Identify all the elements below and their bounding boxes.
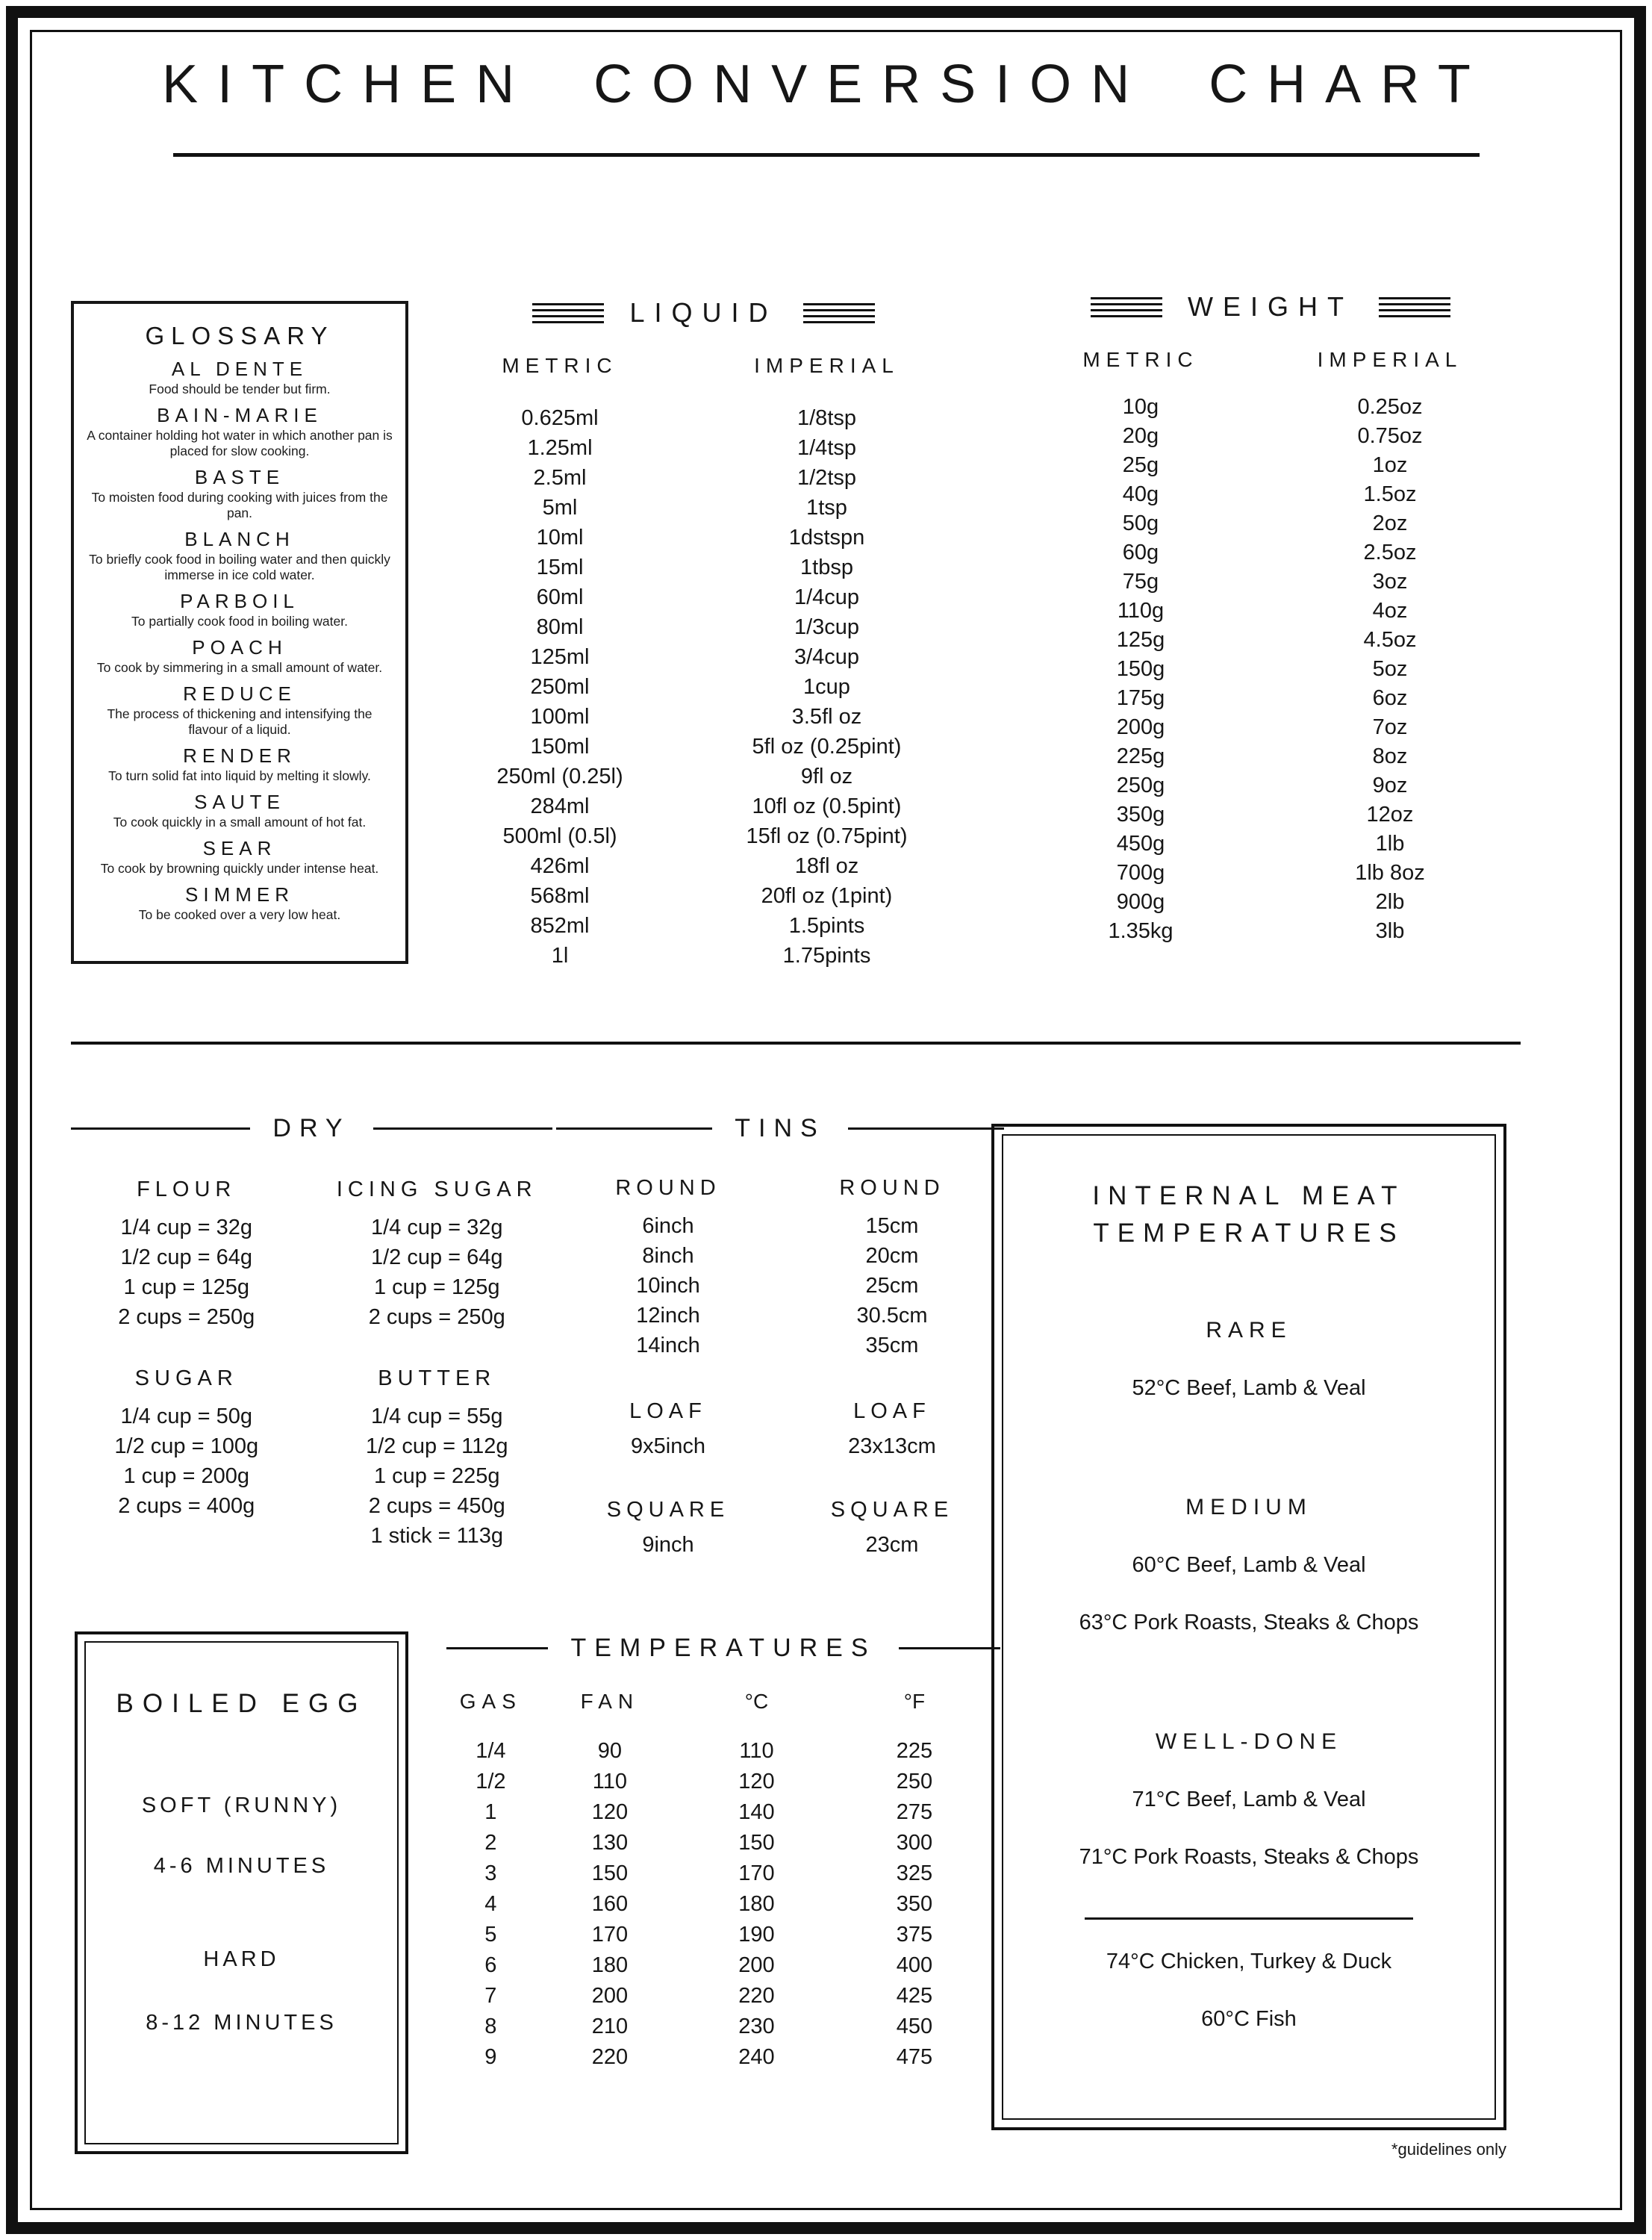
glossary-term: POACH bbox=[192, 636, 287, 659]
glossary-term: SAUTE bbox=[194, 791, 285, 813]
weight-imperial-cell: 1oz bbox=[1372, 453, 1408, 477]
celsius-cell: 170 bbox=[738, 1861, 775, 1885]
weight-imperial-cell: 1lb 8oz bbox=[1355, 861, 1425, 885]
weight-imperial-cell: 1.5oz bbox=[1363, 482, 1417, 506]
fan-cell: 210 bbox=[591, 2015, 629, 2038]
boiled-egg-box bbox=[75, 1631, 408, 2154]
liquid-metric-cell: 15ml bbox=[536, 556, 584, 579]
glossary-definition: Food should be tender but firm. bbox=[149, 382, 331, 396]
liquid-table bbox=[437, 403, 970, 971]
glossary-entry bbox=[86, 528, 393, 583]
weight-metric-cell: 20g bbox=[1122, 424, 1159, 448]
guidelines-note: *guidelines only bbox=[1391, 2140, 1506, 2159]
celsius-cell: 120 bbox=[738, 1770, 775, 1793]
weight-metric-cell: 200g bbox=[1116, 715, 1165, 739]
glossary-definition: To turn solid fat into liquid by melting it slowly. bbox=[108, 768, 371, 783]
fahrenheit-cell: 425 bbox=[896, 1984, 933, 2008]
weight-imperial-cell: 5oz bbox=[1372, 657, 1408, 681]
round-inch-column bbox=[556, 1176, 780, 1360]
liquid-imperial-cell: 18fl oz bbox=[794, 854, 859, 878]
liquid-imperial-cell: 15fl oz (0.75pint) bbox=[746, 824, 908, 848]
fan-cell: 120 bbox=[591, 1800, 629, 1824]
celsius-cell: 230 bbox=[738, 2015, 775, 2038]
square-cm-column bbox=[780, 1498, 1004, 1558]
tin-size: 20cm bbox=[865, 1244, 919, 1268]
temperatures-column-headers bbox=[446, 1690, 1000, 1714]
gas-cell: 6 bbox=[484, 1953, 497, 1977]
celsius-header: °C bbox=[744, 1690, 769, 1713]
conversion-line: 1/4 cup = 55g bbox=[370, 1404, 503, 1428]
weight-metric-header: METRIC bbox=[1082, 348, 1199, 371]
weight-metric-cell: 125g bbox=[1116, 628, 1165, 652]
tin-size: 8inch bbox=[642, 1244, 694, 1268]
celsius-cell: 150 bbox=[738, 1831, 775, 1855]
quad-lines-icon bbox=[1379, 297, 1450, 317]
conversion-line: 1/4 cup = 50g bbox=[120, 1404, 253, 1428]
fan-cell: 150 bbox=[591, 1861, 629, 1885]
liquid-imperial-cell: 9fl oz bbox=[800, 765, 853, 788]
gas-header: GAS bbox=[459, 1690, 522, 1713]
liquid-imperial-cell: 1cup bbox=[803, 675, 850, 699]
conversion-line: 2 cups = 250g bbox=[118, 1305, 255, 1329]
glossary-entry bbox=[86, 636, 393, 676]
rule-line bbox=[899, 1647, 1000, 1649]
tin-size: 14inch bbox=[636, 1334, 700, 1357]
liquid-metric-cell: 125ml bbox=[530, 645, 590, 669]
rule-line bbox=[373, 1127, 552, 1130]
conversion-line: 2 cups = 450g bbox=[368, 1494, 505, 1518]
conversion-line: 1/4 cup = 32g bbox=[120, 1216, 253, 1239]
fahrenheit-cell: 400 bbox=[896, 1953, 933, 1977]
liquid-imperial-cell: 1/4tsp bbox=[797, 436, 856, 460]
glossary-term: PARBOIL bbox=[180, 590, 299, 612]
weight-metric-cell: 40g bbox=[1122, 482, 1159, 506]
liquid-metric-cell: 426ml bbox=[530, 854, 590, 878]
glossary-entry bbox=[86, 682, 393, 738]
gas-cell: 1/2 bbox=[476, 1770, 506, 1793]
meat-temperatures-box bbox=[991, 1124, 1506, 2130]
glossary-entry bbox=[86, 883, 393, 923]
glossary-term: BASTE bbox=[194, 466, 285, 488]
rule-line bbox=[71, 1127, 250, 1130]
square-cm-value: 23cm bbox=[865, 1533, 919, 1557]
tins-heading-row bbox=[556, 1114, 1004, 1143]
liquid-imperial-cell: 1.5pints bbox=[788, 914, 865, 938]
fahrenheit-cell: 325 bbox=[896, 1861, 933, 1885]
liquid-imperial-cell: 1.75pints bbox=[782, 944, 871, 968]
gas-cell: 3 bbox=[484, 1861, 497, 1885]
weight-imperial-cell: 4.5oz bbox=[1363, 628, 1417, 652]
weight-column-headers bbox=[1021, 348, 1520, 372]
weight-imperial-cell: 4oz bbox=[1372, 599, 1408, 623]
liquid-metric-cell: 852ml bbox=[530, 914, 590, 938]
liquid-metric-cell: 10ml bbox=[536, 526, 584, 550]
liquid-metric-cell: 250ml (0.25l) bbox=[496, 765, 623, 788]
flour-lines bbox=[71, 1213, 302, 1332]
tins-square-grid bbox=[556, 1498, 1004, 1558]
tin-size: 10inch bbox=[636, 1274, 700, 1298]
celsius-cell: 200 bbox=[738, 1953, 775, 1977]
glossary-definition: To partially cook food in boiling water. bbox=[131, 614, 348, 629]
icing-sugar-block bbox=[322, 1177, 553, 1332]
fan-cell: 160 bbox=[591, 1892, 629, 1916]
rule-line bbox=[556, 1127, 712, 1130]
icing-sugar-lines bbox=[322, 1213, 553, 1332]
weight-metric-cell: 150g bbox=[1116, 657, 1165, 681]
square-inch-value: 9inch bbox=[642, 1533, 694, 1557]
celsius-cell: 190 bbox=[738, 1923, 775, 1947]
liquid-imperial-cell: 1/3cup bbox=[794, 615, 860, 639]
fan-cell: 180 bbox=[591, 1953, 629, 1977]
gas-cell: 1/4 bbox=[476, 1739, 506, 1763]
liquid-metric-cell: 100ml bbox=[530, 705, 590, 729]
liquid-imperial-header: IMPERIAL bbox=[754, 354, 900, 377]
fish-item: 60°C Fish bbox=[1201, 2007, 1297, 2031]
sugar-lines bbox=[71, 1401, 302, 1521]
fahrenheit-cell: 375 bbox=[896, 1923, 933, 1947]
weight-metric-cell: 250g bbox=[1116, 774, 1165, 797]
fan-cell: 90 bbox=[597, 1739, 623, 1763]
tins-section bbox=[556, 1114, 1004, 1558]
liquid-heading: LIQUID bbox=[629, 297, 778, 328]
quad-lines-icon bbox=[803, 303, 875, 323]
tin-size: 15cm bbox=[865, 1214, 919, 1238]
rare-label: RARE bbox=[1206, 1318, 1292, 1343]
liquid-metric-cell: 60ml bbox=[536, 585, 584, 609]
weight-metric-cell: 450g bbox=[1116, 832, 1165, 856]
weight-metric-cell: 175g bbox=[1116, 686, 1165, 710]
temperatures-heading: TEMPERATURES bbox=[570, 1634, 876, 1662]
weight-imperial-header: IMPERIAL bbox=[1317, 348, 1463, 371]
celsius-cell: 220 bbox=[738, 1984, 775, 2008]
weight-metric-cell: 900g bbox=[1116, 890, 1165, 914]
well-done-label: WELL-DONE bbox=[1155, 1729, 1343, 1754]
hard-time: 8-12 MINUTES bbox=[146, 2011, 337, 2035]
conversion-line: 2 cups = 400g bbox=[118, 1494, 255, 1518]
gas-cell: 8 bbox=[484, 2015, 497, 2038]
glossary-term: RENDER bbox=[183, 744, 296, 767]
liquid-metric-cell: 80ml bbox=[536, 615, 584, 639]
fahrenheit-cell: 250 bbox=[896, 1770, 933, 1793]
oven-temperatures-section bbox=[446, 1634, 1000, 2073]
poultry-item: 74°C Chicken, Turkey & Duck bbox=[1106, 1950, 1392, 1973]
loaf-inch-column bbox=[556, 1399, 780, 1459]
soft-label: SOFT (RUNNY) bbox=[141, 1793, 342, 1817]
weight-metric-cell: 225g bbox=[1116, 744, 1165, 768]
icing-sugar-label: ICING SUGAR bbox=[336, 1177, 537, 1201]
liquid-metric-cell: 1l bbox=[551, 944, 569, 968]
liquid-metric-cell: 1.25ml bbox=[527, 436, 593, 460]
boiled-egg-inner bbox=[84, 1641, 399, 2144]
liquid-metric-cell: 250ml bbox=[530, 675, 590, 699]
liquid-imperial-cell: 1/8tsp bbox=[797, 406, 856, 430]
glossary-term: SEAR bbox=[202, 837, 277, 859]
round-inch-values bbox=[556, 1211, 780, 1360]
conversion-line: 1/2 cup = 64g bbox=[370, 1245, 503, 1269]
weight-imperial-cell: 3oz bbox=[1372, 570, 1408, 594]
hard-label: HARD bbox=[203, 1947, 280, 1971]
square-inch-column bbox=[556, 1498, 780, 1558]
celsius-cell: 180 bbox=[738, 1892, 775, 1916]
weight-metric-cell: 1.35kg bbox=[1108, 919, 1173, 943]
weight-metric-cell: 25g bbox=[1122, 453, 1159, 477]
tin-size: 12inch bbox=[636, 1304, 700, 1328]
rule-line bbox=[848, 1127, 1004, 1130]
glossary-entry bbox=[86, 358, 393, 397]
glossary-entry bbox=[86, 837, 393, 877]
fan-cell: 200 bbox=[591, 1984, 629, 2008]
liquid-heading-row bbox=[437, 297, 970, 329]
butter-label: BUTTER bbox=[378, 1366, 496, 1390]
tin-size: 6inch bbox=[642, 1214, 694, 1238]
medium-label: MEDIUM bbox=[1185, 1495, 1312, 1519]
fan-cell: 170 bbox=[591, 1923, 629, 1947]
weight-metric-cell: 10g bbox=[1122, 395, 1159, 419]
glossary-entry bbox=[86, 791, 393, 830]
weight-metric-cell: 60g bbox=[1122, 541, 1159, 564]
conversion-line: 1 cup = 125g bbox=[123, 1275, 249, 1299]
glossary-term: BLANCH bbox=[184, 528, 295, 550]
temperatures-heading-row bbox=[446, 1634, 1000, 1663]
liquid-metric-cell: 2.5ml bbox=[533, 466, 587, 490]
glossary-definition: To cook quickly in a small amount of hot fat. bbox=[113, 815, 367, 830]
square-label: SQUARE bbox=[606, 1498, 730, 1522]
temperatures-table bbox=[446, 1736, 1000, 2073]
flour-block bbox=[71, 1177, 302, 1332]
flour-label: FLOUR bbox=[137, 1177, 237, 1201]
weight-metric-cell: 75g bbox=[1122, 570, 1159, 594]
weight-metric-cell: 350g bbox=[1116, 803, 1165, 827]
gas-cell: 7 bbox=[484, 1984, 497, 2008]
weight-heading: WEIGHT bbox=[1188, 291, 1353, 322]
round-label: ROUND bbox=[839, 1176, 945, 1200]
loaf-inch-value: 9x5inch bbox=[631, 1434, 705, 1458]
conversion-line: 1/2 cup = 64g bbox=[120, 1245, 253, 1269]
weight-imperial-cell: 1lb bbox=[1375, 832, 1405, 856]
liquid-imperial-cell: 1dstspn bbox=[788, 526, 865, 550]
round-cm-values bbox=[780, 1211, 1004, 1360]
meat-temperatures-inner bbox=[1002, 1134, 1496, 2120]
weight-section bbox=[1021, 291, 1520, 946]
liquid-column-headers bbox=[437, 354, 970, 378]
glossary-definition: The process of thickening and intensifying the flavour of a liquid. bbox=[107, 706, 373, 737]
butter-lines bbox=[322, 1401, 553, 1551]
weight-metric-cell: 700g bbox=[1116, 861, 1165, 885]
liquid-imperial-cell: 1/2tsp bbox=[797, 466, 856, 490]
quad-lines-icon bbox=[532, 303, 604, 323]
glossary-definition: A container holding hot water in which another pan is placed for slow cooking. bbox=[87, 428, 393, 458]
rare-item: 52°C Beef, Lamb & Veal bbox=[1132, 1376, 1366, 1400]
quad-lines-icon bbox=[1091, 297, 1162, 317]
glossary-term: SIMMER bbox=[185, 883, 294, 906]
medium-item: 63°C Pork Roasts, Steaks & Chops bbox=[1079, 1611, 1419, 1634]
page-title: KITCHEN CONVERSION CHART bbox=[162, 55, 1490, 114]
gas-cell: 4 bbox=[484, 1892, 497, 1916]
fahrenheit-cell: 225 bbox=[896, 1739, 933, 1763]
round-label: ROUND bbox=[615, 1176, 721, 1200]
weight-imperial-cell: 0.25oz bbox=[1357, 395, 1423, 419]
weight-heading-row bbox=[1021, 291, 1520, 323]
celsius-cell: 140 bbox=[738, 1800, 775, 1824]
horizontal-divider bbox=[71, 1042, 1521, 1045]
soft-time: 4-6 MINUTES bbox=[153, 1854, 330, 1878]
tins-round-grid bbox=[556, 1176, 1004, 1360]
liquid-metric-cell: 284ml bbox=[530, 794, 590, 818]
glossary-section bbox=[71, 301, 408, 964]
gas-cell: 9 bbox=[484, 2045, 497, 2069]
conversion-line: 1 cup = 125g bbox=[373, 1275, 500, 1299]
weight-imperial-cell: 2oz bbox=[1372, 511, 1408, 535]
glossary-definition: To be cooked over a very low heat. bbox=[138, 907, 341, 922]
celsius-cell: 240 bbox=[738, 2045, 775, 2069]
tin-size: 25cm bbox=[865, 1274, 919, 1298]
fan-cell: 220 bbox=[591, 2045, 629, 2069]
conversion-line: 1/2 cup = 100g bbox=[114, 1434, 259, 1458]
loaf-label: LOAF bbox=[629, 1399, 707, 1423]
liquid-imperial-cell: 3.5fl oz bbox=[791, 705, 862, 729]
weight-imperial-cell: 12oz bbox=[1366, 803, 1414, 827]
fan-header: FAN bbox=[580, 1690, 640, 1713]
title-underline bbox=[173, 153, 1480, 157]
fahrenheit-cell: 300 bbox=[896, 1831, 933, 1855]
glossary-entry bbox=[86, 466, 393, 521]
conversion-line: 1 cup = 225g bbox=[373, 1464, 500, 1488]
loaf-cm-column bbox=[780, 1399, 1004, 1459]
tin-size: 30.5cm bbox=[856, 1304, 928, 1328]
weight-imperial-cell: 3lb bbox=[1375, 919, 1405, 943]
sugar-label: SUGAR bbox=[134, 1366, 238, 1390]
liquid-imperial-cell: 5fl oz (0.25pint) bbox=[752, 735, 902, 759]
glossary-entry bbox=[86, 404, 393, 459]
weight-metric-cell: 50g bbox=[1122, 511, 1159, 535]
fan-cell: 130 bbox=[591, 1831, 629, 1855]
liquid-imperial-cell: 3/4cup bbox=[794, 645, 860, 669]
gas-cell: 2 bbox=[484, 1831, 497, 1855]
weight-metric-cell: 110g bbox=[1117, 599, 1165, 623]
square-label: SQUARE bbox=[830, 1498, 954, 1522]
gas-cell: 1 bbox=[484, 1800, 497, 1824]
weight-imperial-cell: 2.5oz bbox=[1363, 541, 1417, 564]
liquid-metric-cell: 0.625ml bbox=[521, 406, 599, 430]
meat-heading bbox=[1003, 1177, 1494, 1252]
weight-imperial-cell: 9oz bbox=[1372, 774, 1408, 797]
liquid-metric-header: METRIC bbox=[502, 354, 618, 377]
rule-line bbox=[446, 1647, 548, 1649]
tins-heading: TINS bbox=[735, 1114, 826, 1142]
well-done-item: 71°C Pork Roasts, Steaks & Chops bbox=[1079, 1845, 1419, 1869]
butter-block bbox=[322, 1366, 553, 1551]
conversion-line: 1/2 cup = 112g bbox=[365, 1434, 508, 1458]
medium-item: 60°C Beef, Lamb & Veal bbox=[1132, 1553, 1366, 1577]
weight-imperial-cell: 0.75oz bbox=[1357, 424, 1423, 448]
glossary-definition: To moisten food during cooking with juices from the pan. bbox=[91, 490, 388, 520]
meat-heading-line1: INTERNAL MEAT bbox=[1092, 1181, 1406, 1210]
fahrenheit-cell: 475 bbox=[896, 2045, 933, 2069]
glossary-term: REDUCE bbox=[183, 682, 296, 705]
dry-heading-row bbox=[71, 1114, 552, 1143]
weight-imperial-cell: 7oz bbox=[1372, 715, 1408, 739]
dry-heading: DRY bbox=[272, 1114, 351, 1142]
weight-table bbox=[1021, 393, 1520, 946]
glossary-definition: To cook by browning quickly under intense heat. bbox=[100, 861, 379, 876]
fahrenheit-header: °F bbox=[903, 1690, 926, 1713]
liquid-imperial-cell: 10fl oz (0.5pint) bbox=[752, 794, 902, 818]
glossary-heading: GLOSSARY bbox=[145, 322, 334, 349]
glossary-definition: To cook by simmering in a small amount of water. bbox=[96, 660, 383, 675]
liquid-metric-cell: 5ml bbox=[542, 496, 578, 520]
fahrenheit-cell: 275 bbox=[896, 1800, 933, 1824]
weight-imperial-cell: 8oz bbox=[1372, 744, 1408, 768]
liquid-section bbox=[437, 297, 970, 971]
loaf-cm-value: 23x13cm bbox=[848, 1434, 936, 1458]
dry-grid bbox=[71, 1177, 552, 1551]
liquid-imperial-cell: 20fl oz (1pint) bbox=[761, 884, 893, 908]
weight-imperial-cell: 6oz bbox=[1372, 686, 1408, 710]
liquid-metric-cell: 500ml (0.5l) bbox=[502, 824, 617, 848]
liquid-metric-cell: 150ml bbox=[530, 735, 590, 759]
meat-heading-line2: TEMPERATURES bbox=[1093, 1219, 1405, 1248]
celsius-cell: 110 bbox=[739, 1739, 774, 1763]
glossary-term: AL DENTE bbox=[171, 358, 308, 380]
boiled-egg-heading: BOILED EGG bbox=[116, 1689, 367, 1718]
sugar-block bbox=[71, 1366, 302, 1551]
dry-section bbox=[71, 1114, 552, 1551]
fahrenheit-cell: 350 bbox=[896, 1892, 933, 1916]
gas-cell: 5 bbox=[484, 1923, 497, 1947]
fahrenheit-cell: 450 bbox=[896, 2015, 933, 2038]
well-done-item: 71°C Beef, Lamb & Veal bbox=[1132, 1788, 1366, 1811]
conversion-line: 1 stick = 113g bbox=[370, 1524, 504, 1548]
conversion-line: 2 cups = 250g bbox=[368, 1305, 505, 1329]
tins-loaf-grid bbox=[556, 1399, 1004, 1459]
meat-divider-line bbox=[1085, 1917, 1413, 1920]
liquid-imperial-cell: 1/4cup bbox=[794, 585, 860, 609]
glossary-term: BAIN-MARIE bbox=[157, 404, 322, 426]
loaf-label: LOAF bbox=[853, 1399, 931, 1423]
conversion-line: 1 cup = 200g bbox=[123, 1464, 249, 1488]
weight-imperial-cell: 2lb bbox=[1375, 890, 1405, 914]
fan-cell: 110 bbox=[592, 1770, 627, 1793]
conversion-line: 1/4 cup = 32g bbox=[370, 1216, 503, 1239]
tin-size: 35cm bbox=[865, 1334, 919, 1357]
liquid-imperial-cell: 1tsp bbox=[806, 496, 847, 520]
glossary-entry bbox=[86, 590, 393, 629]
glossary-definition: To briefly cook food in boiling water and then quickly immerse in ice cold water. bbox=[89, 552, 390, 582]
liquid-imperial-cell: 1tbsp bbox=[800, 556, 853, 579]
round-cm-column bbox=[780, 1176, 1004, 1360]
glossary-list bbox=[86, 358, 393, 923]
liquid-metric-cell: 568ml bbox=[530, 884, 590, 908]
glossary-entry bbox=[86, 744, 393, 784]
